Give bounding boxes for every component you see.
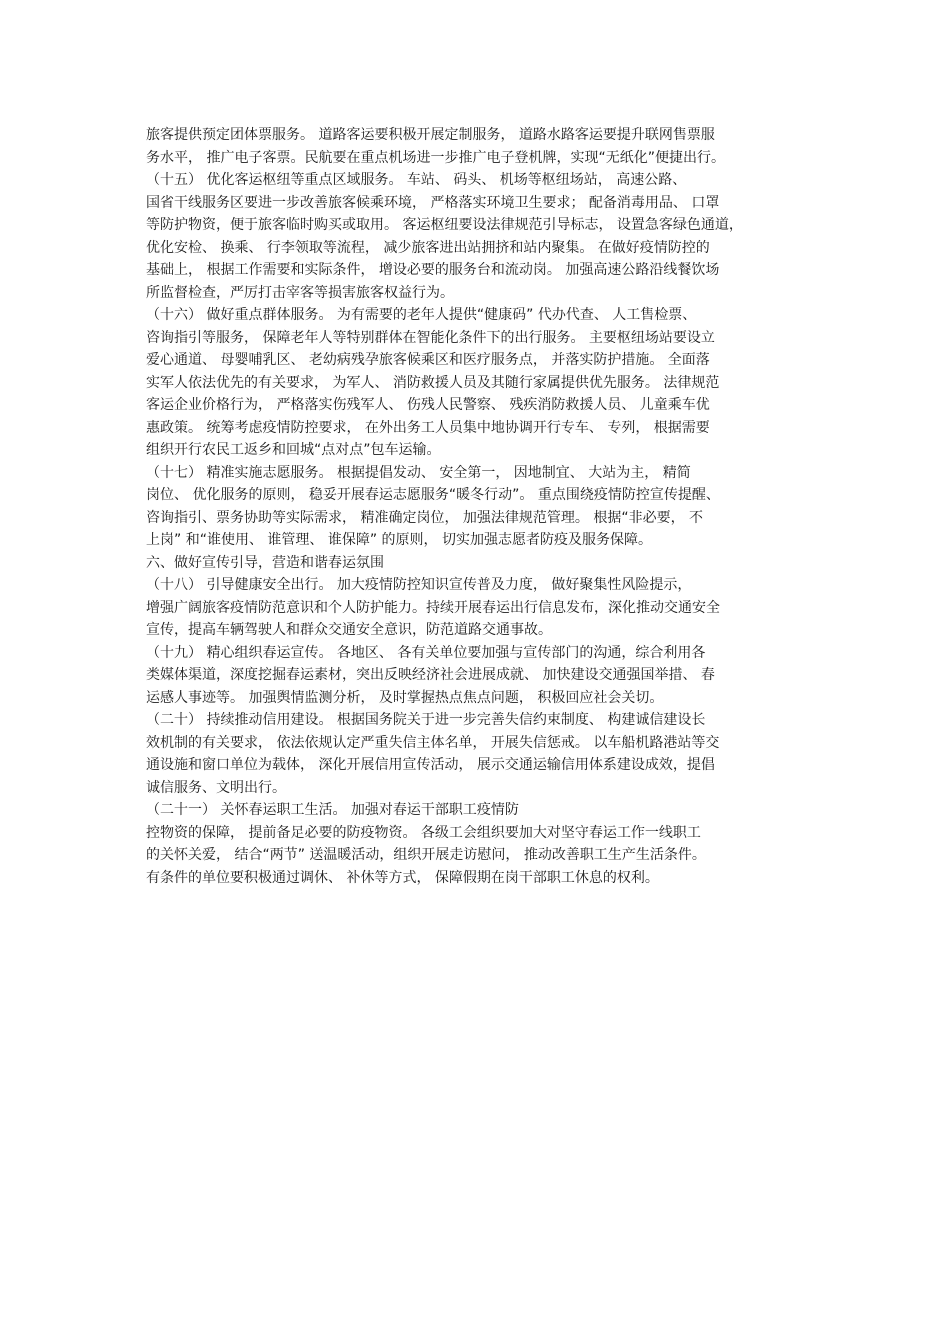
- text-line: 实军人依法优先的有关要求， 为军人、 消防救援人员及其随行家属提供优先服务。 法律规范: [146, 374, 720, 391]
- document-body: [146, 124, 816, 889]
- text-line: 国省干线服务区要进一步改善旅客候乘环境， 严格落实环境卫生要求； 配备消毒用品、 口罩: [146, 194, 720, 211]
- text-line: 组织开行农民工返乡和回城“点对点”包车运输。: [146, 442, 441, 458]
- text-line: 有条件的单位要积极通过调休、 补休等方式， 保障假期在岗干部职工休息的权利。: [146, 869, 659, 886]
- text-line: （十六） 做好重点群体服务。 为有需要的老年人提供“健康码” 代办代查、 人工售检票、: [146, 307, 697, 323]
- text-line: 咨询指引、票务协助等实际需求， 精准确定岗位， 加强法律规范管理。 根据“非必要， 不: [146, 509, 704, 526]
- text-line: （十七） 精准实施志愿服务。 根据提倡发动、 安全第一， 因地制宜、 大站为主， 精简: [146, 464, 691, 481]
- text-line: 所监督检查，严厉打击宰客等损害旅客权益行为。: [146, 284, 454, 301]
- text-line: 控物资的保障， 提前备足必要的防疫物资。 各级工会组织要加大对坚守春运工作一线职工: [146, 824, 701, 841]
- text-line: 诚信服务、文明出行。: [146, 779, 286, 796]
- text-line: （二十一） 关怀春运职工生活。 加强对春运干部职工疫情防: [146, 802, 519, 818]
- text-line: 的关怀关爱， 结合“两节” 送温暖活动，组织开展走访慰问， 推动改善职工生产生活条件。: [146, 847, 706, 863]
- text-line: （十五） 优化客运枢纽等重点区域服务。 车站、 码头、 机场等枢纽场站， 高速公路、: [146, 172, 687, 188]
- text-line: （二十） 持续推动信用建设。 根据国务院关于进一步完善失信约束制度、 构建诚信建设长: [146, 712, 706, 728]
- text-line: 基础上， 根据工作需要和实际条件， 增设必要的服务台和流动岗。 加强高速公路沿线餐饮场: [146, 262, 720, 278]
- text-line: 上岗” 和“谁使用、 谁管理、 谁保障” 的原则， 切实加强志愿者防疫及服务保障。: [146, 532, 653, 548]
- text-line: 通设施和窗口单位为载体， 深化开展信用宣传活动， 展示交通运输信用体系建设成效，提倡: [146, 757, 715, 773]
- text-line: 客运企业价格行为， 严格落实伤残军人、 伤残人民警察、 残疾消防救援人员、 儿童乘车优: [146, 397, 710, 413]
- text-line: 增强广阔旅客疫情防范意识和个人防护能力。持续开展春运出行信息发布，深化推动交通安全: [146, 599, 720, 616]
- text-line: 效机制的有关要求， 依法依规认定严重失信主体名单， 开展失信惩戒。 以车船机路港站等交: [146, 734, 720, 751]
- text-line: 类媒体渠道，深度挖掘春运素材，突出反映经济社会进展成就、 加快建设交通强国举措、 春: [146, 667, 715, 683]
- text-line: 运感人事迹等。 加强舆情监测分析， 及时掌握热点焦点问题， 积极回应社会关切。: [146, 689, 664, 706]
- text-line: （十九） 精心组织春运宣传。 各地区、 各有关单位要加强与宣传部门的沟通，综合利用各: [146, 644, 706, 661]
- text-line: 等防护物资，便于旅客临时购买或取用。 客运枢纽要设法律规范引导标志， 设置急客绿色通道，: [146, 217, 743, 233]
- text-line: 岗位、 优化服务的原则， 稳妥开展春运志愿服务“暖冬行动”。 重点围绕疫情防控宣传提醒、: [146, 487, 720, 503]
- text-line: 惠政策。 统筹考虑疫情防控要求， 在外出务工人员集中地协调开行专车、 专列， 根据需要: [146, 419, 710, 436]
- text-line: 宣传，提高车辆驾驶人和群众交通安全意识，防范道路交通事故。: [146, 622, 552, 638]
- section-heading: 六、做好宣传引导，营造和谐春运氛围: [146, 554, 384, 571]
- text-line: 务水平， 推广电子客票。民航要在重点机场进一步推广电子登机牌，实现“无纸化”便捷出行。: [146, 149, 725, 166]
- text-line: 优化安检、 换乘、 行李领取等流程， 减少旅客进出站拥挤和站内聚集。 在做好疫情防控的: [146, 239, 710, 256]
- text-line: （十八） 引导健康安全出行。 加大疫情防控知识宣传普及力度， 做好聚集性风险提示，: [146, 577, 692, 593]
- text-line: 爱心通道、 母婴哺乳区、 老幼病残孕旅客候乘区和医疗服务点， 并落实防护措施。 全面落: [146, 352, 710, 368]
- text-line: 旅客提供预定团体票服务。 道路客运要积极开展定制服务， 道路水路客运要提升联网售票服: [146, 127, 715, 143]
- text-line: 咨询指引等服务， 保障老年人等特别群体在智能化条件下的出行服务。 主要枢纽场站要设立: [146, 329, 715, 346]
